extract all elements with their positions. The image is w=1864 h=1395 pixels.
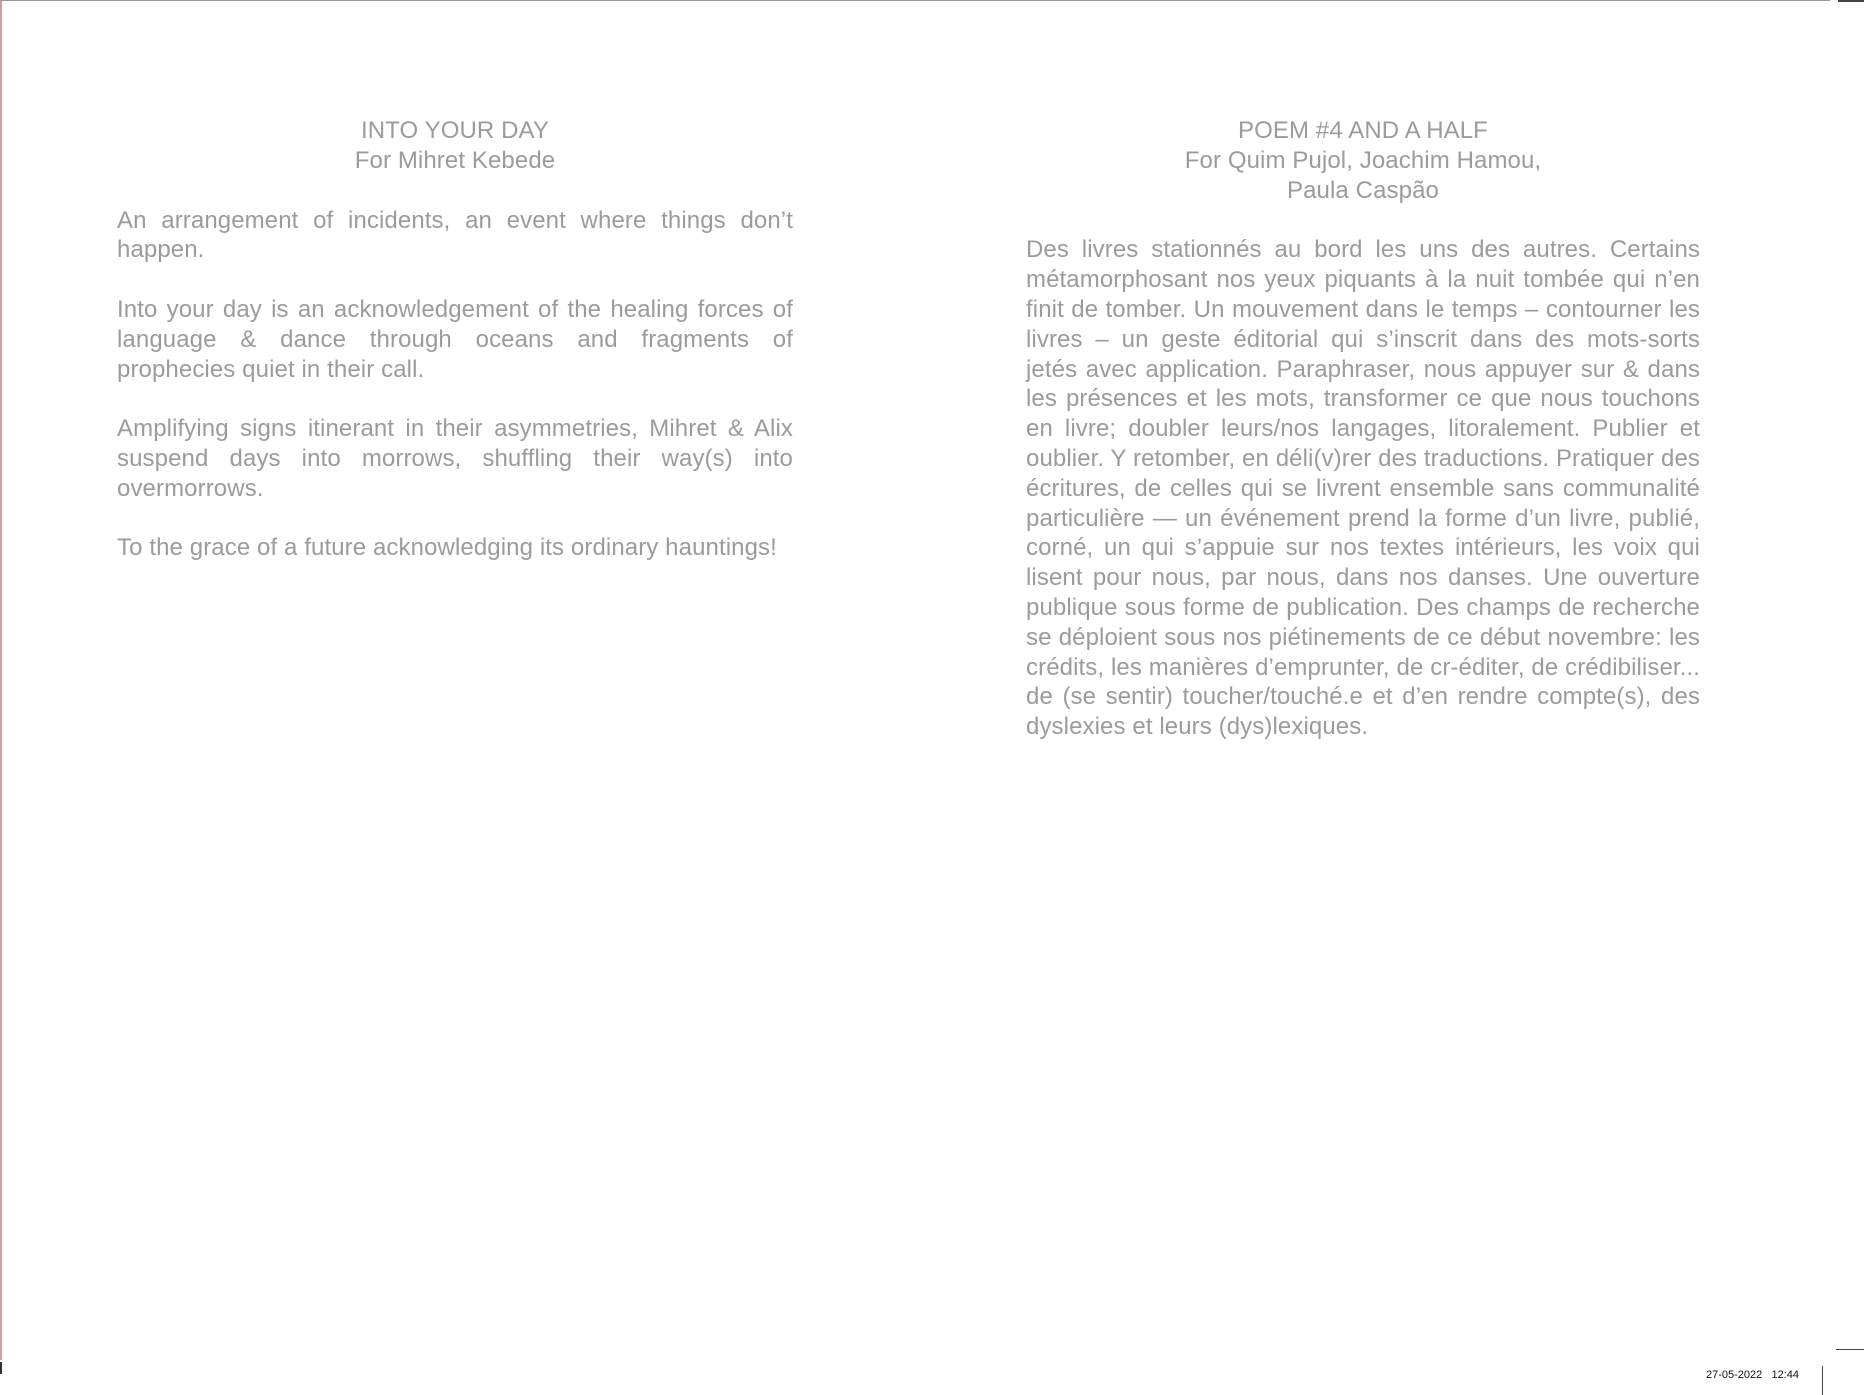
- crop-mark-bottom-right-vertical: [1822, 1366, 1823, 1395]
- right-poem-title: POEM #4 AND A HALF: [1238, 117, 1488, 144]
- left-paragraph-2: Into your day is an acknowledgement of the healing forces of language & dance through oceans and fragments of prophecies quiet in their call.: [117, 295, 793, 383]
- right-poem-dedication-line-1: For Quim Pujol, Joachim Hamou,: [1184, 146, 1542, 174]
- left-paragraph-3: Amplifying signs itinerant in their asymmetries, Mihret & Alix suspend days into morrows, shuffling their way(s) into overmorrows.: [117, 415, 793, 502]
- print-time: 12:44: [1771, 1369, 1799, 1381]
- right-page: [1026, 116, 1700, 772]
- right-poem-dedication-line-2: Paula Caspão: [1287, 176, 1439, 204]
- left-paragraph-1: An arrangement of incidents, an event where things don’t happen.: [117, 206, 793, 264]
- print-timestamp: [1706, 1369, 1799, 1381]
- crop-mark-bottom-left: [0, 1362, 2, 1374]
- left-paragraph-4: To the grace of a future acknowledging its ordinary hauntings!: [117, 534, 777, 562]
- crop-mark-top-right: [1838, 0, 1864, 2]
- crop-mark-top: [0, 0, 1830, 1]
- crop-mark-bottom-right-horizontal: [1836, 1349, 1864, 1350]
- left-poem-dedication: For Mihret Kebede: [354, 146, 556, 174]
- left-page: [117, 116, 793, 593]
- left-poem-title: INTO YOUR DAY: [360, 117, 549, 144]
- right-paragraph: Des livres stationnés au bord les uns des autres. Certains métamorphosant nos yeux piquants à la nuit tombée qui n’en finit de tomber. Un mouvement dans le temps – contourner les livres – un geste éditorial qui s’inscrit dans des mots-sorts jetés avec application. Paraphraser, nous appuyer sur & dans les présences et les mots, transformer ce que nous touchons en livre; doubler leurs/nos langages, litoralement. Publier et oublier. Y retomber, en déli(v)rer des traductions. Pratiquer des écritures, de celles qui se livrent ensemble sans communalité particulière — un événement prend la forme d’un livre, publié, corné, un qui s’appuie sur nos textes intérieurs, les voix qui lisent pour nous, par nous, dans nos danses. Une ouverture publique sous forme de publication. Des champs de recherche se déploient sous nos piétinements de ce début novembre: les crédits, les manières d’emprunter, de cr-éditer, de crédibiliser... de (se sentir) toucher/touché.e et d’en rendre compte(s), des dyslexies et leurs (dys)lexiques.: [1026, 236, 1700, 741]
- crop-mark-left: [0, 0, 2, 1360]
- print-date: 27-05-2022: [1706, 1369, 1763, 1381]
